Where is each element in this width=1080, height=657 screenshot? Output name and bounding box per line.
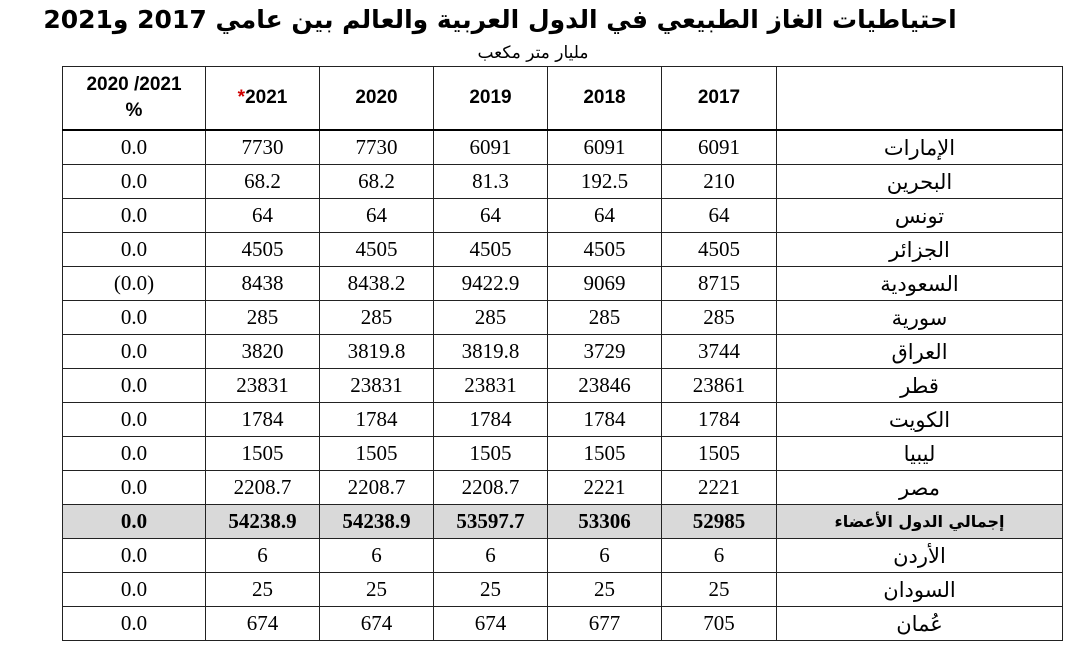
value-cell-2021: 7730 (206, 130, 320, 165)
change-pct-cell: 0.0 (63, 165, 206, 199)
table-row (63, 403, 1063, 437)
change-pct-cell: 0.0 (63, 539, 206, 573)
header-2019: 2019 (434, 67, 548, 131)
value-cell-2018: 1505 (548, 437, 662, 471)
value-cell-2017: 705 (662, 607, 777, 641)
table-row-total (63, 505, 1063, 539)
table-title: احتياطيات الغاز الطبيعي في الدول العربية والعالم بين عامي 2017 و2021 (43, 5, 957, 34)
value-cell-2019: 3819.8 (434, 335, 548, 369)
value-cell-2019: 81.3 (434, 165, 548, 199)
value-cell-2019: 9422.9 (434, 267, 548, 301)
table-row (63, 607, 1063, 641)
country-cell: العراق (777, 335, 1063, 369)
value-cell-2017: 8715 (662, 267, 777, 301)
table-row (63, 130, 1063, 165)
value-cell-2019: 6091 (434, 130, 548, 165)
value-cell-2020: 2208.7 (320, 471, 434, 505)
value-cell-2021: 3820 (206, 335, 320, 369)
table-row (63, 471, 1063, 505)
table-row (63, 335, 1063, 369)
value-cell-2019: 64 (434, 199, 548, 233)
header-2017: 2017 (662, 67, 777, 131)
header-change-pct (63, 67, 206, 131)
value-cell-2018: 3729 (548, 335, 662, 369)
header-change-years: 2020 /2021 (86, 74, 182, 95)
value-cell-2021: 64 (206, 199, 320, 233)
value-cell-2019: 674 (434, 607, 548, 641)
value-cell-2020: 4505 (320, 233, 434, 267)
table-row (63, 369, 1063, 403)
value-cell-2020: 23831 (320, 369, 434, 403)
value-cell-2017: 25 (662, 573, 777, 607)
table-row (63, 437, 1063, 471)
value-cell-2020: 1784 (320, 403, 434, 437)
value-cell-2018: 6091 (548, 130, 662, 165)
country-cell: الجزائر (777, 233, 1063, 267)
country-cell: قطر (777, 369, 1063, 403)
header-2020: 2020 (320, 67, 434, 131)
table-body (63, 130, 1063, 641)
value-cell-2017: 2221 (662, 471, 777, 505)
value-cell-2017: 285 (662, 301, 777, 335)
change-pct-cell: 0.0 (63, 403, 206, 437)
table-row (63, 165, 1063, 199)
value-cell-2021: 2208.7 (206, 471, 320, 505)
table-row (63, 267, 1063, 301)
country-cell: البحرين (777, 165, 1063, 199)
value-cell-2018: 9069 (548, 267, 662, 301)
change-pct-cell: 0.0 (63, 505, 206, 539)
value-cell-2019: 53597.7 (434, 505, 548, 539)
table-row (63, 233, 1063, 267)
country-cell: مصر (777, 471, 1063, 505)
value-cell-2019: 25 (434, 573, 548, 607)
value-cell-2020: 3819.8 (320, 335, 434, 369)
value-cell-2021: 25 (206, 573, 320, 607)
value-cell-2021: 674 (206, 607, 320, 641)
change-pct-cell: 0.0 (63, 437, 206, 471)
value-cell-2020: 674 (320, 607, 434, 641)
value-cell-2018: 2221 (548, 471, 662, 505)
value-cell-2021: 23831 (206, 369, 320, 403)
value-cell-2018: 192.5 (548, 165, 662, 199)
gas-reserves-table (62, 66, 1063, 641)
value-cell-2019: 6 (434, 539, 548, 573)
value-cell-2018: 4505 (548, 233, 662, 267)
value-cell-2021: 6 (206, 539, 320, 573)
country-cell: السودان (777, 573, 1063, 607)
change-pct-cell: 0.0 (63, 607, 206, 641)
change-pct-cell: 0.0 (63, 471, 206, 505)
change-pct-cell: 0.0 (63, 335, 206, 369)
value-cell-2018: 6 (548, 539, 662, 573)
value-cell-2020: 285 (320, 301, 434, 335)
value-cell-2019: 23831 (434, 369, 548, 403)
estimate-asterisk: * (237, 87, 246, 108)
value-cell-2019: 1505 (434, 437, 548, 471)
value-cell-2021: 1784 (206, 403, 320, 437)
value-cell-2020: 6 (320, 539, 434, 573)
value-cell-2020: 64 (320, 199, 434, 233)
change-pct-cell: 0.0 (63, 130, 206, 165)
change-pct-cell: 0.0 (63, 199, 206, 233)
header-2021 (206, 67, 320, 131)
value-cell-2018: 64 (548, 199, 662, 233)
country-cell: تونس (777, 199, 1063, 233)
country-cell: الكويت (777, 403, 1063, 437)
value-cell-2020: 54238.9 (320, 505, 434, 539)
value-cell-2017: 6091 (662, 130, 777, 165)
change-pct-cell: 0.0 (63, 369, 206, 403)
value-cell-2017: 1784 (662, 403, 777, 437)
value-cell-2020: 7730 (320, 130, 434, 165)
value-cell-2020: 68.2 (320, 165, 434, 199)
country-cell: ليبيا (777, 437, 1063, 471)
header-2021-label: 2021 (245, 87, 288, 108)
value-cell-2021: 68.2 (206, 165, 320, 199)
value-cell-2017: 23861 (662, 369, 777, 403)
value-cell-2019: 1784 (434, 403, 548, 437)
country-cell: عُمان (777, 607, 1063, 641)
table-row (63, 199, 1063, 233)
value-cell-2021: 54238.9 (206, 505, 320, 539)
value-cell-2018: 25 (548, 573, 662, 607)
value-cell-2018: 677 (548, 607, 662, 641)
header-row (63, 67, 1063, 131)
value-cell-2018: 53306 (548, 505, 662, 539)
country-cell: الأردن (777, 539, 1063, 573)
value-cell-2018: 1784 (548, 403, 662, 437)
value-cell-2020: 1505 (320, 437, 434, 471)
value-cell-2020: 25 (320, 573, 434, 607)
table-row (63, 301, 1063, 335)
change-pct-cell: 0.0 (63, 301, 206, 335)
value-cell-2019: 2208.7 (434, 471, 548, 505)
value-cell-2017: 52985 (662, 505, 777, 539)
value-cell-2020: 8438.2 (320, 267, 434, 301)
table-unit-subtitle: مليار متر مكعب (477, 43, 589, 63)
value-cell-2017: 1505 (662, 437, 777, 471)
country-cell: سورية (777, 301, 1063, 335)
value-cell-2017: 210 (662, 165, 777, 199)
country-cell: السعودية (777, 267, 1063, 301)
value-cell-2017: 6 (662, 539, 777, 573)
country-cell: إجمالي الدول الأعضاء (777, 505, 1063, 539)
value-cell-2019: 4505 (434, 233, 548, 267)
country-cell: الإمارات (777, 130, 1063, 165)
value-cell-2017: 4505 (662, 233, 777, 267)
value-cell-2021: 4505 (206, 233, 320, 267)
value-cell-2021: 8438 (206, 267, 320, 301)
table-row (63, 539, 1063, 573)
value-cell-2021: 285 (206, 301, 320, 335)
change-pct-cell: 0.0 (63, 233, 206, 267)
value-cell-2018: 285 (548, 301, 662, 335)
value-cell-2019: 285 (434, 301, 548, 335)
change-pct-cell: 0.0 (63, 573, 206, 607)
header-country (777, 67, 1063, 131)
table-row (63, 573, 1063, 607)
header-change-unit: % (125, 100, 143, 121)
value-cell-2017: 64 (662, 199, 777, 233)
value-cell-2021: 1505 (206, 437, 320, 471)
header-2018: 2018 (548, 67, 662, 131)
change-pct-cell: (0.0) (63, 267, 206, 301)
value-cell-2018: 23846 (548, 369, 662, 403)
value-cell-2017: 3744 (662, 335, 777, 369)
